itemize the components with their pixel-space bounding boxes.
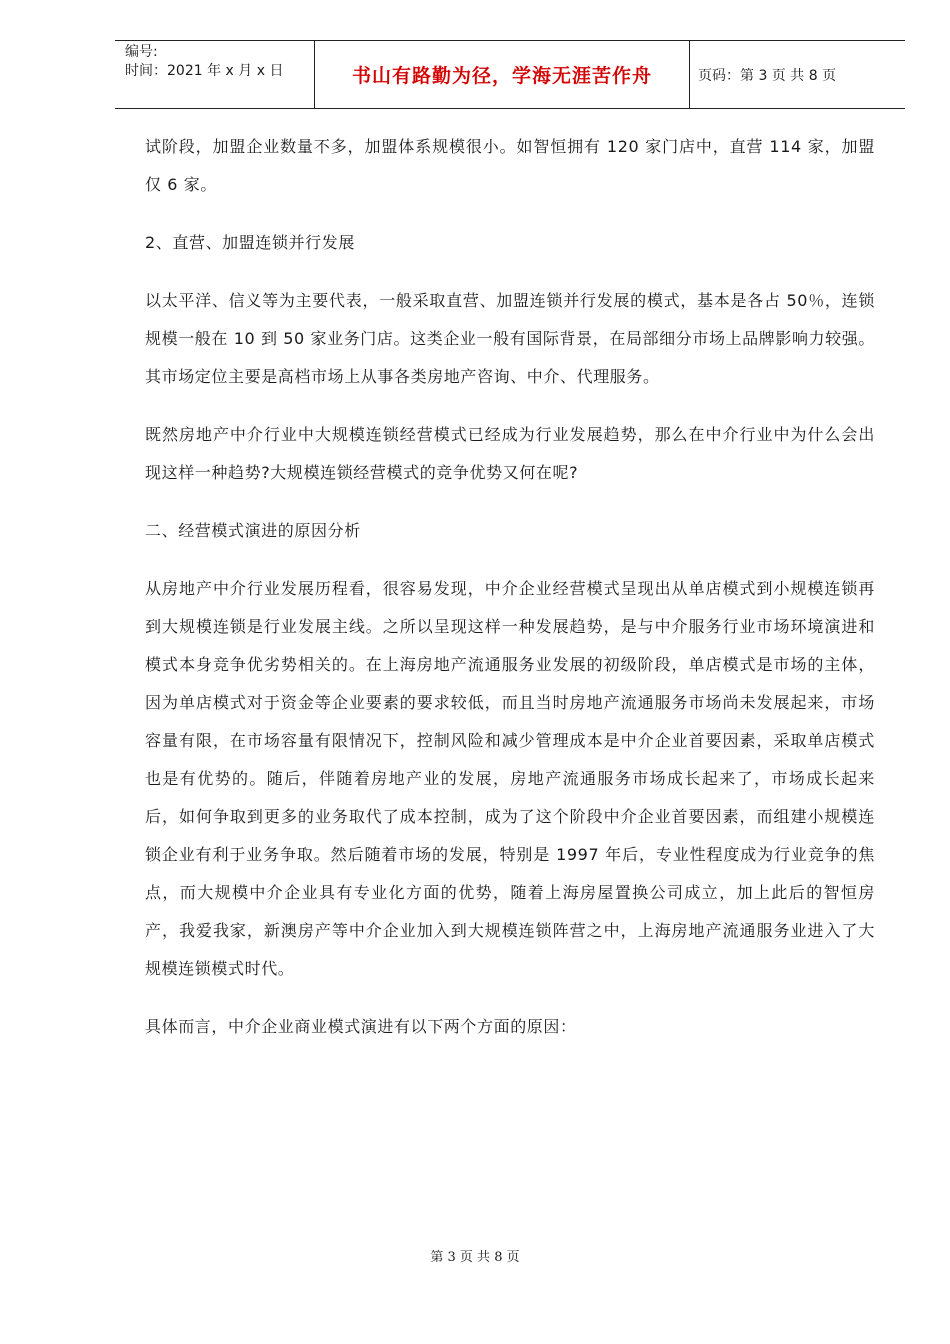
footer-page-number: 第 3 页 共 8 页 [430,1250,520,1265]
header-meta-cell [115,41,315,108]
paragraph-5: 具体而言，中介企业商业模式演进有以下两个方面的原因： [145,1017,577,1036]
page-indicator: 页码：第 3 页 共 8 页 [698,67,837,84]
document-body [145,128,875,1066]
page-footer [0,1246,950,1265]
paragraph-2: 以太平洋、信义等为主要代表，一般采取直营、加盟连锁并行发展的模式，基本是各占 50％，连锁规模一般在 10 到 50 家业务门店。这类企业一般有国际背景，在局部细分市场上品牌影响力较强。其市场定位主要是高档市场上从事各类房地产咨询、中介、代理服务。 [145,291,875,386]
paragraph-4: 从房地产中介行业发展历程看，很容易发现，中介企业经营模式呈现出从单店模式到小规模连锁再到大规模连锁是行业发展主线。之所以呈现这样一种发展趋势，是与中介服务行业市场环境演进和模式本身竞争优劣势相关的。在上海房地产流通服务业发展的初级阶段，单店模式是市场的主体，因为单店模式对于资金等企业要素的要求较低，而且当时房地产流通服务市场尚未发展起来，市场容量有限，在市场容量有限情况下，控制风险和减少管理成本是中介企业首要因素，采取单店模式也是有优势的。随后，伴随着房地产业的发展，房地产流通服务市场成长起来了，市场成长起来后，如何争取到更多的业务取代了成本控制，成为了这个阶段中介企业首要因素，而组建小规模连锁企业有利于业务争取。然后随着市场的发展，特别是 1997 年后，专业性程度成为行业竞争的焦点，而大规模中介企业具有专业化方面的优势，随着上海房屋置换公司成立，加上此后的智恒房产，我爱我家，新澳房产等中介企业加入到大规模连锁阵营之中，上海房地产流通服务业进入了大规模连锁模式时代。 [145,579,875,978]
paragraph-1: 试阶段，加盟企业数量不多，加盟体系规模很小。如智恒拥有 120 家门店中，直营 114 家，加盟仅 6 家。 [145,137,875,194]
date-text: 时间：2021 年 x 月 x 日 [125,63,284,79]
header-page-cell [690,41,905,108]
section-heading-direct-franchise: 2、直营、加盟连锁并行发展 [145,233,355,252]
doc-number-label: 编号: [125,44,158,60]
paragraph-3: 既然房地产中介行业中大规模连锁经营模式已经成为行业发展趋势，那么在中介行业中为什么会出现这样一种趋势?大规模连锁经营模式的竞争优势又何在呢? [145,425,875,482]
motto-text: 书山有路勤为径，学海无涯苦作舟 [351,65,652,87]
section-heading-cause-analysis: 二、经营模式演进的原因分析 [145,521,361,540]
page-header [115,40,905,109]
header-motto-cell [315,41,690,108]
